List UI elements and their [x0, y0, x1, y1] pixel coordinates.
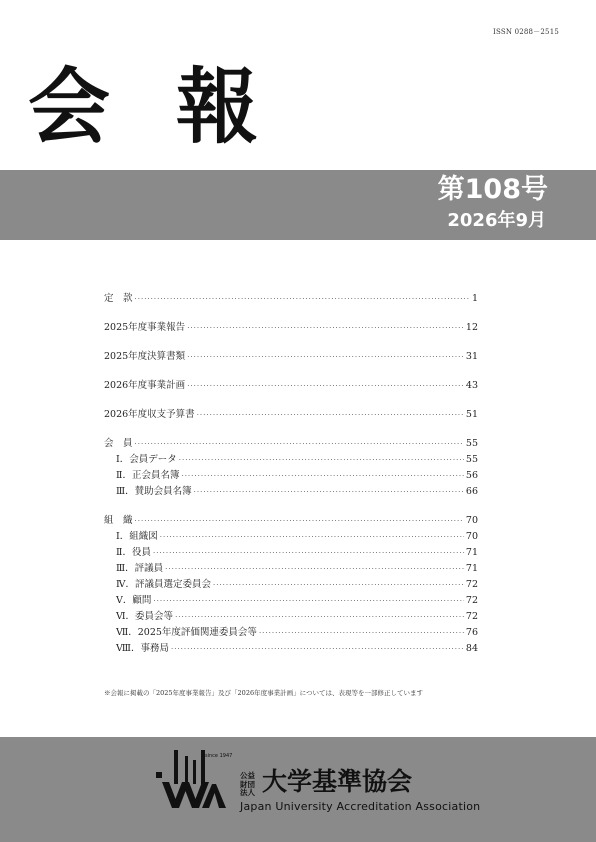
toc-entry-label: Ⅰ．会員データ [116, 454, 177, 465]
toc-entry [104, 468, 478, 484]
toc-entry-label: Ⅴ．顧問 [116, 595, 152, 606]
toc-leader-dots [187, 320, 464, 336]
title-char-kai: 会 [28, 59, 111, 155]
toc-entry-page: 84 [465, 643, 478, 654]
toc-entry-page: 55 [465, 438, 478, 449]
toc-leader-dots [181, 468, 463, 484]
toc-entry-label: 2026年度事業計画 [104, 380, 186, 391]
toc-entry [104, 561, 478, 577]
toc-entry-label: 2025年度決算書類 [104, 351, 186, 362]
issue-number: 第108号 [437, 174, 548, 205]
toc-entry-label: Ⅷ．事務局 [116, 643, 169, 654]
toc-entry [104, 378, 478, 394]
editorial-note: ※会報に掲載の「2025年度事業報告」及び「2026年度事業計画」については、表現等を一部修正しています [104, 689, 423, 697]
toc-entry-label: 2026年度収支予算書 [104, 409, 195, 420]
toc-entry-page: 71 [465, 563, 478, 574]
toc-entry [104, 625, 478, 641]
toc-entry [104, 609, 478, 625]
toc-entry-label: Ⅲ．評議員 [116, 563, 164, 574]
issn-number: ISSN 0288－2515 [492, 28, 559, 36]
toc-entry-label: 会 員 [104, 438, 133, 449]
toc-entry-label: 2025年度事業報告 [104, 322, 186, 333]
toc-leader-dots [165, 561, 464, 577]
toc-entry-page: 55 [465, 454, 478, 465]
toc-entry-page: 51 [465, 409, 478, 420]
toc-leader-dots [135, 513, 464, 529]
toc-leader-dots [171, 641, 464, 657]
toc-entry-label: 定 款 [104, 293, 133, 304]
toc-entry [104, 436, 478, 452]
toc-entry [104, 545, 478, 561]
toc-entry-page: 12 [465, 322, 478, 333]
toc-entry-label: Ⅵ．委員会等 [116, 611, 174, 622]
toc-entry-page: 76 [465, 627, 478, 638]
toc-entry [104, 452, 478, 468]
toc-entry-label: Ⅳ．評議員選定委員会 [116, 579, 211, 590]
toc-entry [104, 529, 478, 545]
toc-leader-dots [197, 407, 464, 423]
toc-leader-dots [135, 436, 464, 452]
toc-entry-page: 70 [465, 515, 478, 526]
toc-leader-dots [175, 609, 464, 625]
toc-leader-dots [135, 291, 470, 307]
table-of-contents [104, 291, 478, 657]
organization-name-jp: 大学基準協会 [262, 767, 413, 796]
toc-leader-dots [194, 484, 464, 500]
toc-entry-page: 1 [471, 293, 478, 304]
toc-entry-page: 31 [465, 351, 478, 362]
toc-entry-page: 71 [465, 547, 478, 558]
toc-leader-dots [259, 625, 464, 641]
toc-entry-page: 72 [465, 611, 478, 622]
toc-entry [104, 593, 478, 609]
toc-entry [104, 349, 478, 365]
toc-leader-dots [213, 577, 464, 593]
toc-entry-label: Ⅲ．賛助会員名簿 [116, 486, 192, 497]
toc-entry-label: Ⅰ．組織図 [116, 531, 158, 542]
organization-name-en: Japan University Accreditation Association [240, 800, 481, 813]
title-char-hou: 報 [176, 59, 259, 155]
toc-leader-dots [153, 593, 464, 609]
toc-leader-dots [179, 452, 464, 468]
issue-date: 2026年9月 [447, 210, 546, 231]
toc-entry-page: 70 [465, 531, 478, 542]
toc-entry-label: Ⅶ．2025年度評価関連委員会等 [116, 627, 257, 638]
legal-form-label: 公益財団法人 [240, 771, 255, 797]
toc-entry-label: Ⅱ．正会員名簿 [116, 470, 180, 481]
journal-title [28, 59, 259, 155]
toc-entry [104, 291, 478, 307]
toc-entry-label: 組 織 [104, 515, 133, 526]
toc-entry-page: 72 [465, 579, 478, 590]
toc-entry [104, 641, 478, 657]
toc-entry [104, 513, 478, 529]
toc-entry-page: 43 [465, 380, 478, 391]
toc-leader-dots [187, 349, 464, 365]
toc-entry [104, 320, 478, 336]
toc-entry [104, 484, 478, 500]
toc-leader-dots [187, 378, 464, 394]
toc-entry-page: 66 [465, 486, 478, 497]
toc-entry [104, 407, 478, 423]
toc-leader-dots [153, 545, 464, 561]
toc-entry [104, 577, 478, 593]
toc-entry-page: 56 [465, 470, 478, 481]
toc-entry-label: Ⅱ．役員 [116, 547, 151, 558]
toc-leader-dots [160, 529, 464, 545]
toc-entry-page: 72 [465, 595, 478, 606]
since-label: since 1947 [205, 753, 233, 759]
